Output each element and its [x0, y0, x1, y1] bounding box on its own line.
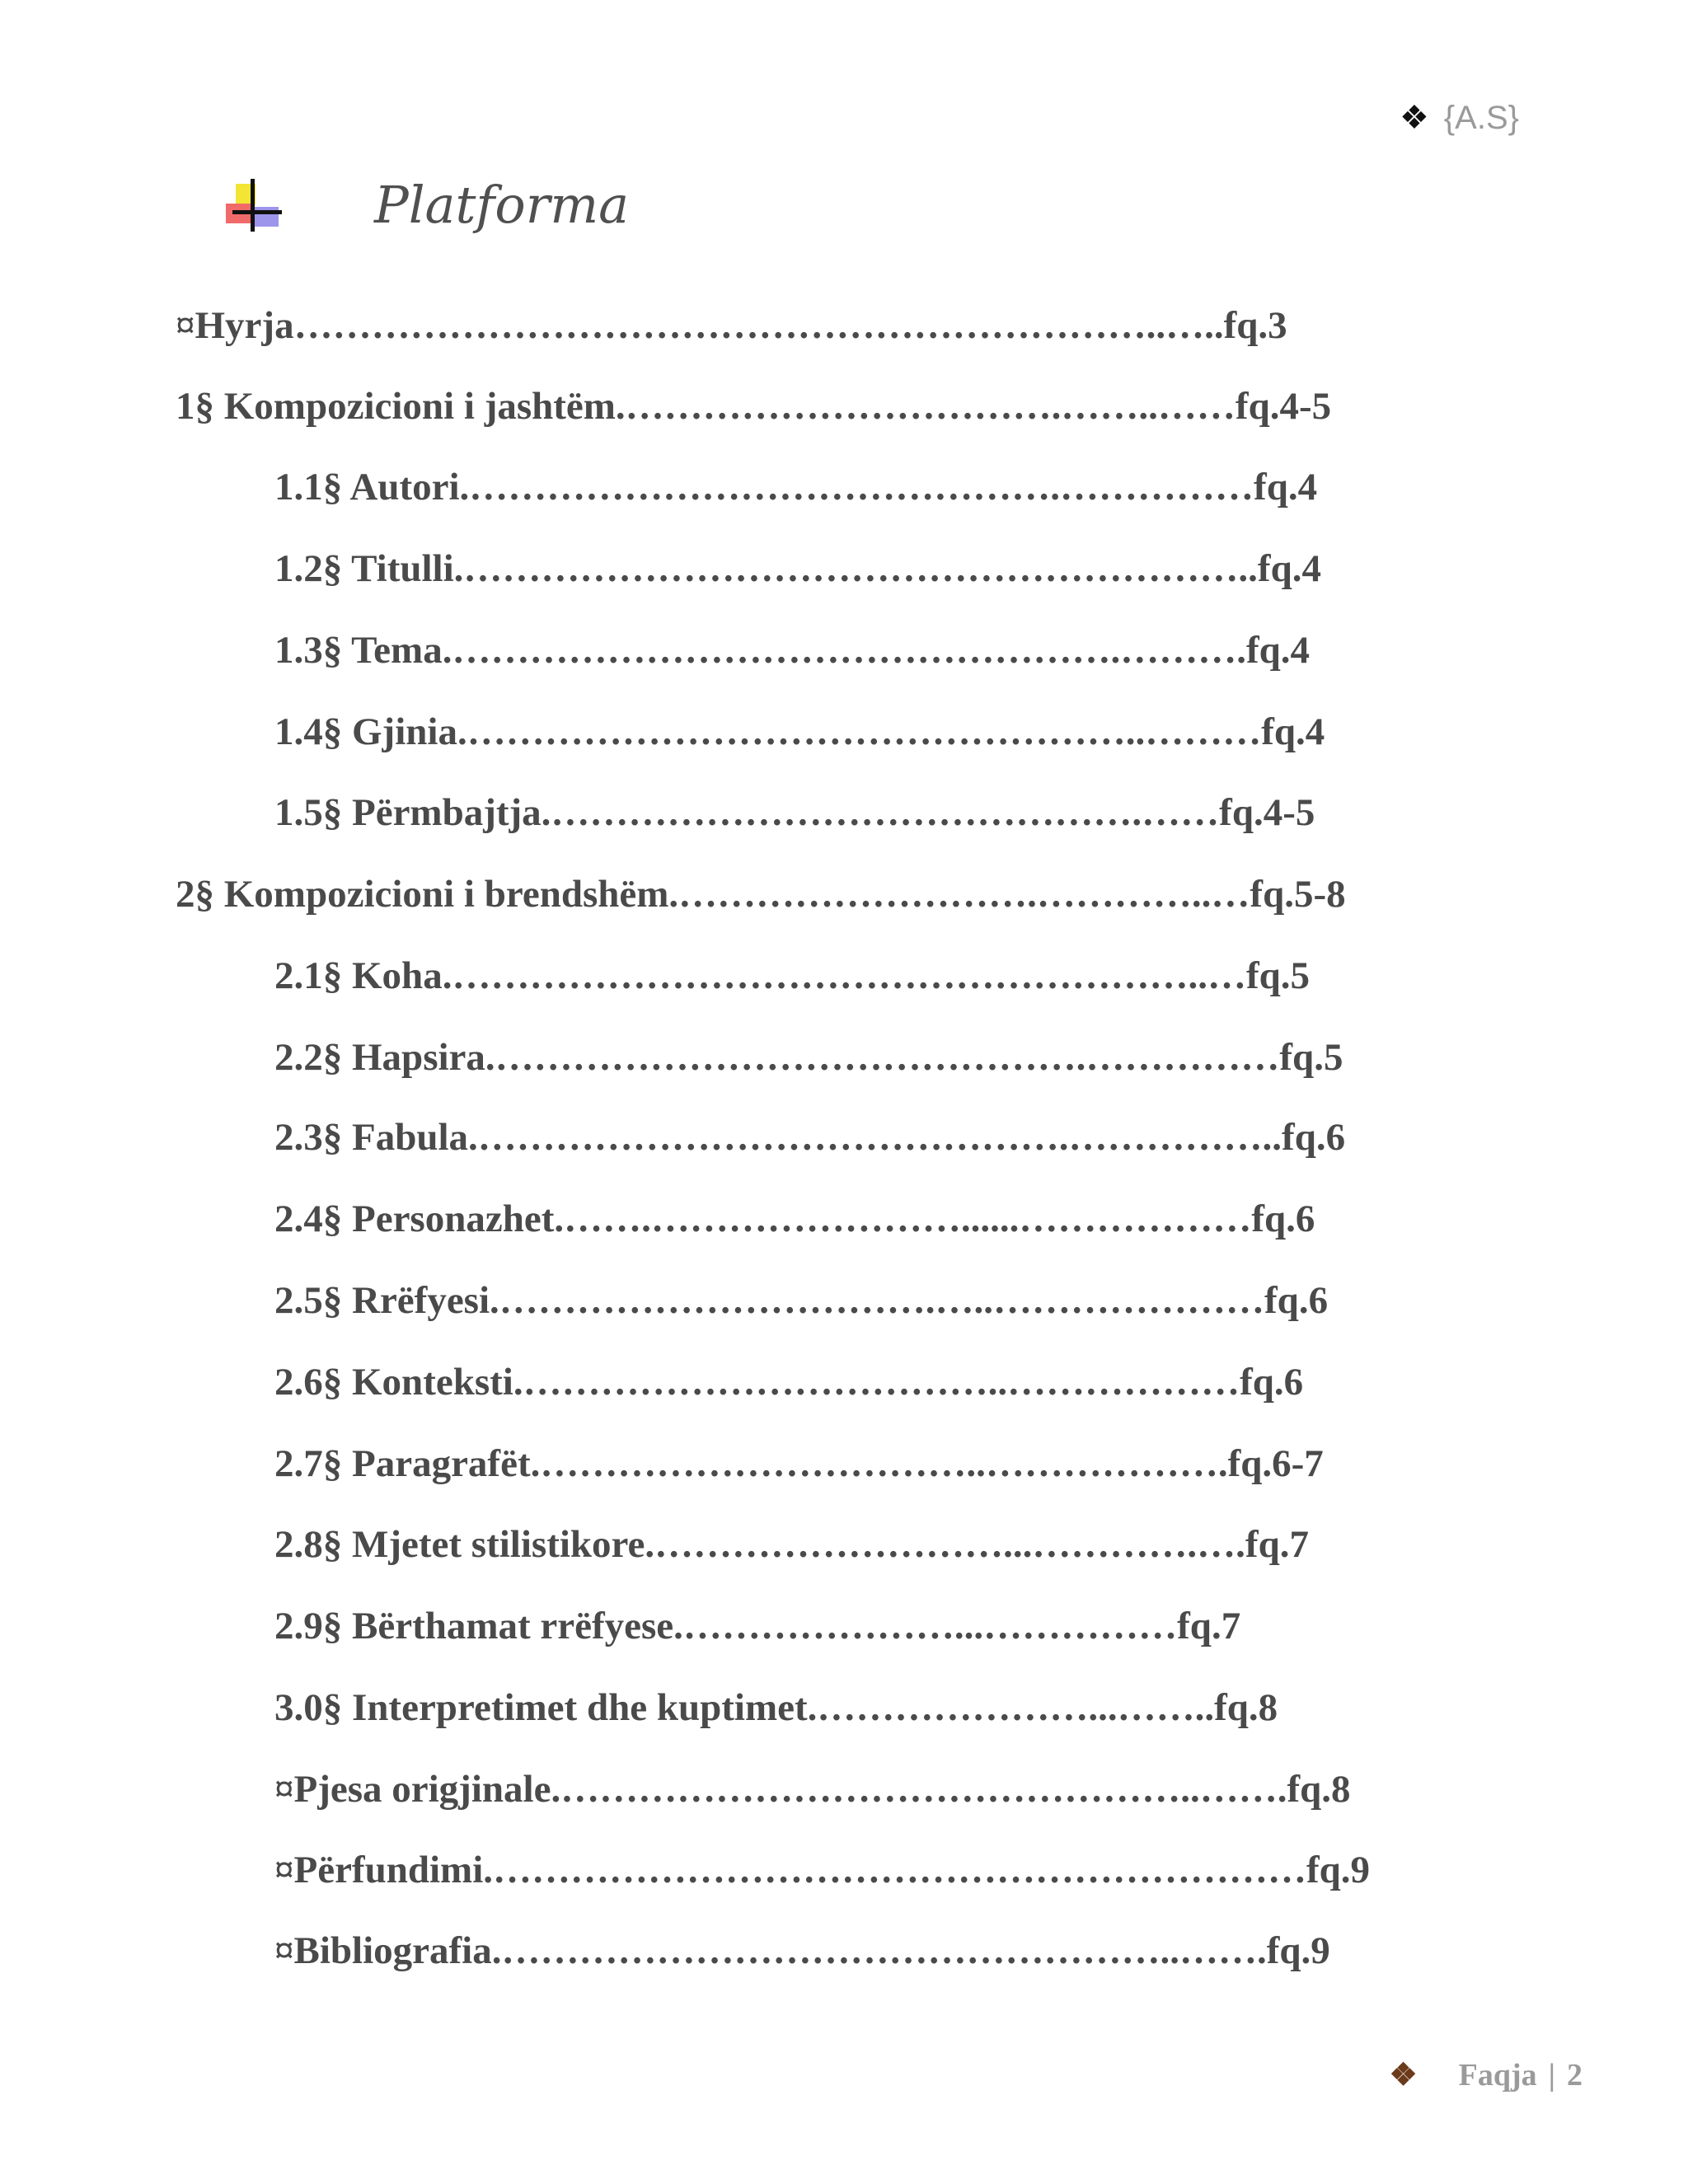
- toc-entry-konteksti: 2.6§ Konteksti.………………………………..………………fq.6: [274, 1361, 1304, 1404]
- toc-entry-interpretimet: 3.0§ Interpretimet dhe kuptimet.…………………...……..fq.8: [274, 1686, 1278, 1729]
- toc-entry-perfundimi: ¤Përfundimi.………………………………………………………fq.9: [274, 1849, 1371, 1891]
- toc-entry-autori: 1.1§ Autori.……………………………………….……………fq.4: [274, 466, 1318, 509]
- toc-entry-rrefyesi: 2.5§ Rrëfyesi.…………………………….…..…………………fq.6: [274, 1279, 1329, 1322]
- toc-entry-personazhet: 2.4§ Personazhet.…….……………………......………………fq.6: [274, 1197, 1315, 1240]
- footer-separator: |: [1548, 2057, 1555, 2093]
- header-mark-label: {A.S}: [1443, 99, 1519, 136]
- toc-entry-bibliografia: ¤Bibliografia.……………………………………………..…….fq.9: [274, 1929, 1330, 1972]
- toc-entry-hyrja: ¤Hyrja…………………………………………………………..…..fq.3: [176, 304, 1287, 347]
- toc-entry-permbajtja: 1.5§ Përmbajtja.……………………………………….……fq.4-5: [274, 791, 1315, 834]
- toc-entry-hapsira: 2.2§ Hapsira.……………………………………….……………fq.5: [274, 1036, 1343, 1079]
- toc-entry-tema: 1.3§ Tema.…………………………………………….……….fq.4: [274, 629, 1310, 672]
- toc-entry-berthamat-rrefyese: 2.9§ Bërthamat rrëfyese.…………………...……………fq.7: [274, 1605, 1241, 1647]
- page-footer: [1390, 2056, 1582, 2093]
- toc-entry-kompozicioni-brendshem: 2§ Kompozicioni i brendshëm.……………………….…………..…fq.5-8: [176, 873, 1346, 916]
- toc-entry-pjesa-origjinale: ¤Pjesa origjinale.…………………………………………..…….fq.8: [274, 1768, 1351, 1811]
- page-title: Platforma: [374, 175, 630, 235]
- diamond-icon: ❖: [1399, 100, 1429, 136]
- toc-entry-gjinia: 1.4§ Gjinia.……………………………………………..………fq.4: [274, 710, 1325, 753]
- toc-entry-fabula: 2.3§ Fabula.……………………………………….……………..fq.6: [274, 1116, 1346, 1159]
- toc-entry-paragrafet: 2.7§ Paragrafët.……………………………..……………….fq.6-7: [274, 1442, 1324, 1485]
- page-number: 2: [1567, 2057, 1582, 2093]
- toc-entry-koha: 2.1§ Koha.…………………………………………………..…fq.5: [274, 954, 1310, 997]
- ornament-icon: ❖: [1389, 2058, 1418, 2093]
- toc-entry-kompozicioni-jashtem: 1§ Kompozicioni i jashtëm.…………………………….……..……fq.4-5: [176, 385, 1332, 428]
- toc-entry-mjetet-stilistikore: 2.8§ Mjetet stilistikore.………………………...………….….fq.7: [274, 1523, 1309, 1566]
- footer-label: Faqja: [1458, 2057, 1537, 2093]
- toc-entry-titulli: 1.2§ Titulli.……………………………………………………..fq.4: [274, 547, 1321, 590]
